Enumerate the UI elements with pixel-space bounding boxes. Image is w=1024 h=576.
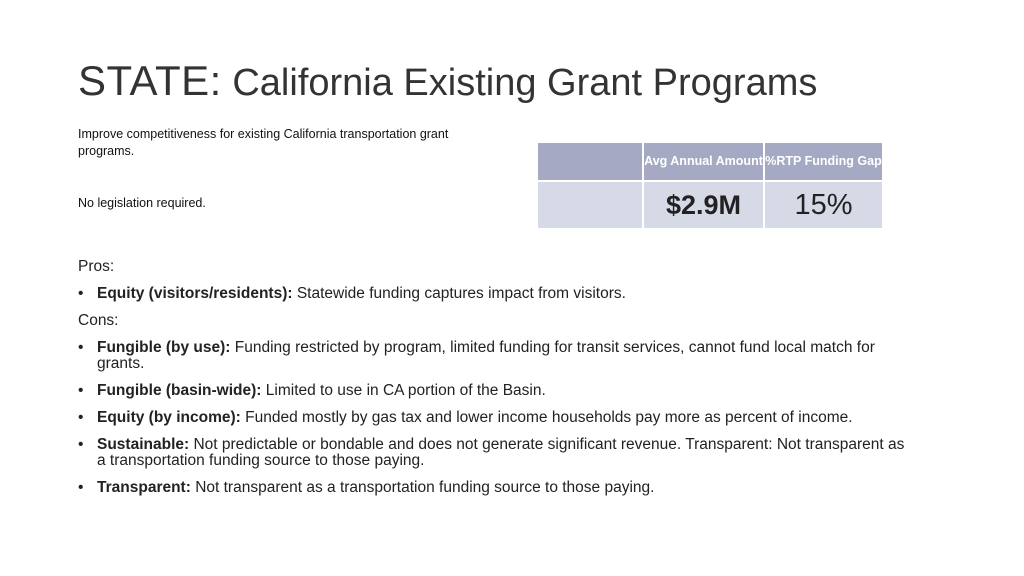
list-item <box>78 286 908 302</box>
list-item <box>78 480 908 496</box>
header-rtp-funding-gap: %RTP Funding Gap <box>764 142 883 181</box>
funding-table <box>536 141 884 230</box>
list-item <box>78 340 908 372</box>
item-heading: Equity (by income): <box>97 409 241 426</box>
title-rest: California Existing Grant Programs <box>232 62 818 104</box>
item-heading: Equity (visitors/residents): <box>97 285 293 302</box>
item-heading: Transparent: <box>97 479 191 496</box>
value-avg-annual-amount: $2.9M <box>643 181 764 229</box>
table-value-empty <box>537 181 643 229</box>
item-text: Statewide funding captures impact from visitors. <box>292 285 626 302</box>
item-heading: Sustainable: <box>97 436 190 453</box>
pros-list <box>78 286 908 313</box>
cons-label: Cons: <box>78 312 119 329</box>
list-item <box>78 383 908 399</box>
table-header-empty <box>537 142 643 181</box>
list-item <box>78 437 908 469</box>
item-heading: Fungible (by use): <box>97 339 231 356</box>
item-text: Funding restricted by program, limited funding for transit services, cannot fund local match for grants. <box>97 339 875 372</box>
pros-label: Pros: <box>78 258 115 275</box>
list-item <box>78 410 908 426</box>
value-rtp-funding-gap: 15% <box>764 181 883 229</box>
item-text: Not predictable or bondable and does not generate significant revenue. Transparent: Not transparent as a transportation funding source to those paying. <box>97 436 905 469</box>
item-text: Not transparent as a transportation funding source to those paying. <box>190 479 655 496</box>
item-heading: Fungible (basin-wide): <box>97 382 262 399</box>
description-text: Improve competitiveness for existing California transportation grant programs. <box>78 127 449 158</box>
legislation-note: No legislation required. <box>78 196 206 210</box>
table-header-row <box>537 142 883 181</box>
slide-title <box>78 58 817 105</box>
table-value-row <box>537 181 883 229</box>
item-text: Funded mostly by gas tax and lower income households pay more as percent of income. <box>240 409 853 426</box>
title-lead: STATE: <box>78 57 222 104</box>
header-avg-annual-amount: Avg Annual Amount <box>643 142 764 181</box>
cons-list <box>78 340 908 507</box>
item-text: Limited to use in CA portion of the Basin. <box>261 382 546 399</box>
